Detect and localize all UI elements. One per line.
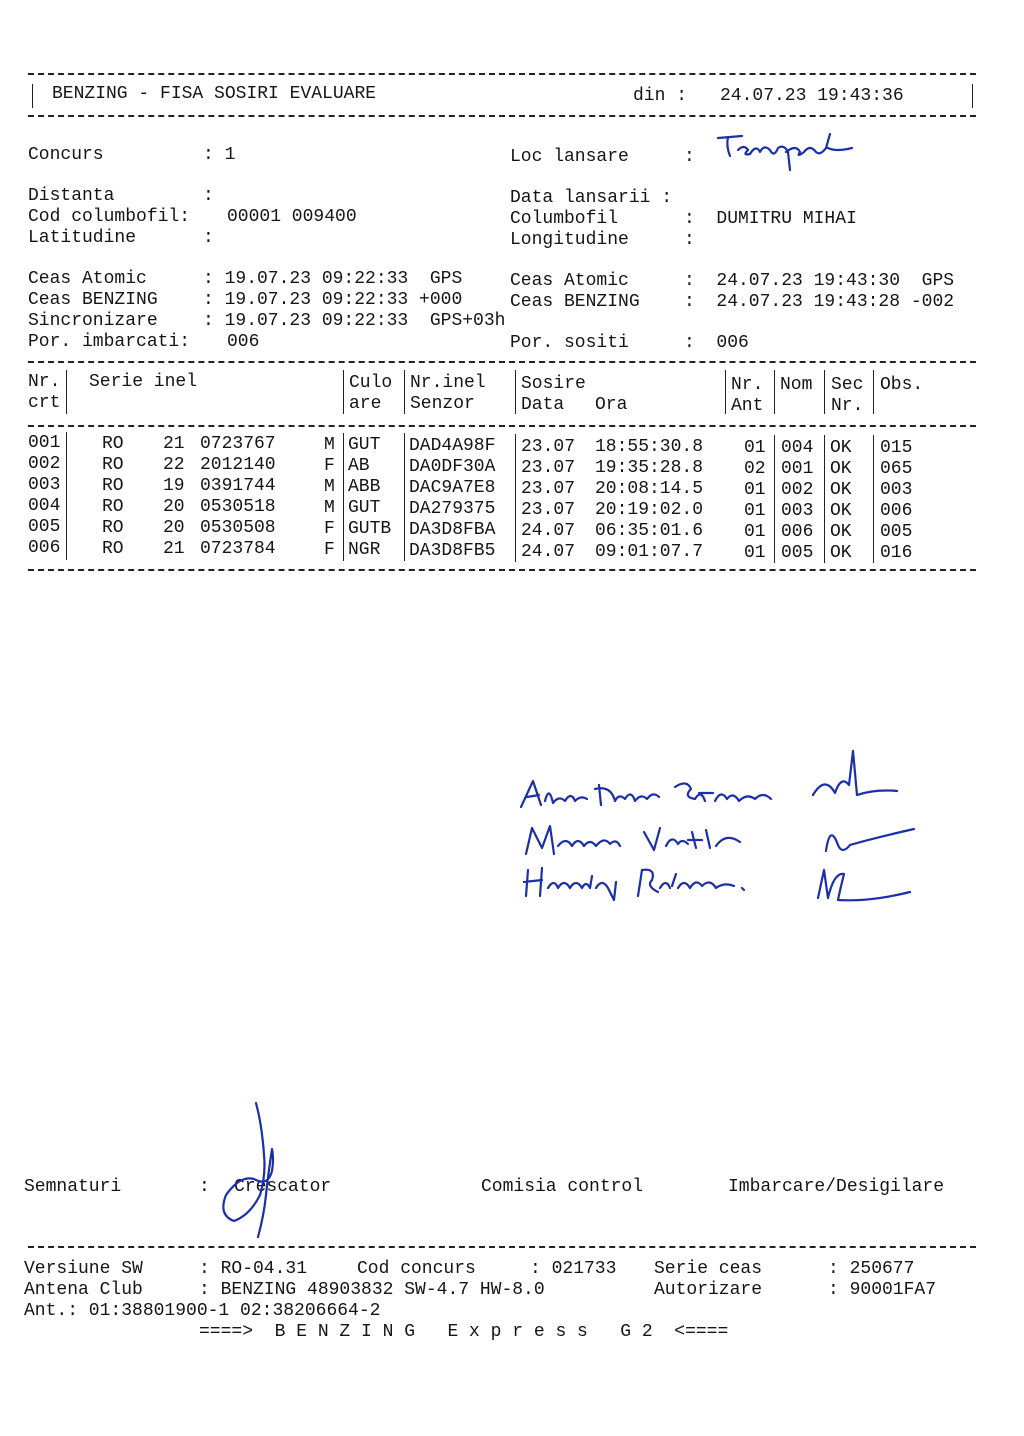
cell-inel: 0723784 [200, 539, 276, 559]
antenna-serials: Ant.: 01:38801900-1 02:38206664-2 [24, 1301, 381, 1321]
serie-ceas-value: : 250677 [828, 1259, 915, 1279]
columbofil-value: : DUMITRU MIHAI [684, 209, 857, 229]
cell-nr: 002 [28, 454, 61, 474]
col-header-sosire-data: Data [521, 395, 565, 415]
cell-sec: OK [830, 480, 852, 500]
cell-ora: 20:08:14.5 [595, 479, 704, 499]
col-header-nr-1: Nr. [28, 372, 61, 392]
cell-data: 23.07 [521, 458, 576, 478]
cell-inel: 0530518 [200, 497, 276, 517]
issue-date-label: din : [633, 86, 688, 106]
versiune-sw-label: Versiune SW [24, 1259, 143, 1279]
cell-ant: 01 [744, 543, 766, 563]
cell-sex: M [324, 477, 335, 497]
col-header-nr-ant-1: Nr. [731, 375, 764, 395]
concurs-label: Concurs [28, 145, 104, 165]
cell-tara: RO [102, 539, 124, 559]
cell-inel: 2012140 [200, 455, 276, 475]
commission-member-1-handwritten [515, 775, 785, 815]
cell-culoare: NGR [348, 540, 381, 560]
cell-data: 23.07 [521, 437, 576, 457]
cell-ora: 18:55:30.8 [595, 437, 704, 457]
col-header-nr-inel-1: Nr.inel [410, 373, 486, 393]
cell-culoare: AB [348, 456, 370, 476]
cell-sex: F [324, 540, 335, 560]
ceas-atomic-end-value: : 24.07.23 19:43:30 GPS [684, 271, 955, 291]
cell-senzor: DAC9A7E8 [409, 478, 496, 498]
col-header-nr-2: crt [28, 393, 61, 413]
cell-sec: OK [830, 438, 852, 458]
commission-member-3-handwritten [520, 860, 760, 904]
col-header-culoare-2: are [349, 394, 382, 414]
comisia-control-label: Comisia control [481, 1177, 644, 1197]
col-header-obs: Obs. [880, 375, 924, 395]
cod-concurs-value: : 021733 [530, 1259, 617, 1279]
header-sep-nr-inel [515, 370, 516, 414]
concurs-value: : 1 [203, 145, 236, 165]
cod-columbofil-value: 00001 009400 [227, 207, 357, 227]
cell-nom: 004 [781, 438, 814, 458]
por-sositi-value: : 006 [684, 333, 749, 353]
data-lansarii-label: Data lansarii : [510, 188, 673, 208]
cell-culoare: GUT [348, 435, 381, 455]
serie-ceas-label: Serie ceas [654, 1259, 763, 1279]
semnaturi-sep: : [199, 1177, 210, 1197]
cell-ant: 01 [744, 522, 766, 542]
cell-an: 20 [163, 518, 185, 538]
cell-an: 20 [163, 497, 185, 517]
body-sep-nr-ant [774, 435, 775, 563]
cell-tara: RO [102, 455, 124, 475]
col-header-sosire-ora: Ora [595, 395, 628, 415]
cell-sec: OK [830, 459, 852, 479]
commission-member-1-signature [805, 745, 905, 805]
cell-inel: 0723767 [200, 434, 276, 454]
ceas-atomic-end-label: Ceas Atomic [510, 271, 629, 291]
cell-an: 22 [163, 455, 185, 475]
cell-nom: 001 [781, 459, 814, 479]
col-header-sec-1: Sec [831, 375, 864, 395]
cell-nr: 001 [28, 433, 61, 453]
sincronizare-value: : 19.07.23 09:22:33 GPS+03h [203, 311, 506, 331]
cell-nom: 003 [781, 501, 814, 521]
header-sep-sosire [725, 370, 726, 414]
table-bottom-rule [28, 569, 976, 571]
por-imbarcati-value: 006 [227, 332, 260, 352]
cod-concurs-label: Cod concurs [357, 1259, 476, 1279]
col-header-sosire: Sosire [521, 374, 586, 394]
header-sep-culoare [404, 370, 405, 414]
body-sep-nom [824, 435, 825, 563]
cell-tara: RO [102, 434, 124, 454]
table-header-rule [28, 425, 976, 427]
col-header-sec-2: Nr. [831, 396, 864, 416]
cell-nom: 005 [781, 543, 814, 563]
header-sep-serie [343, 370, 344, 414]
cell-nr: 006 [28, 538, 61, 558]
cell-sex: F [324, 456, 335, 476]
document-title: BENZING - FISA SOSIRI EVALUARE [52, 84, 377, 104]
cell-nr: 005 [28, 517, 61, 537]
body-sep-culoare [404, 433, 405, 561]
distanta-value: : [203, 186, 214, 206]
cell-ora: 19:35:28.8 [595, 458, 704, 478]
col-header-serie-inel: Serie inel [89, 372, 198, 392]
columbofil-label: Columbofil [510, 209, 619, 229]
longitudine-label: Longitudine [510, 230, 629, 250]
commission-member-2-signature [820, 815, 920, 859]
loc-lansare-handwritten [712, 130, 862, 180]
cell-ora: 06:35:01.6 [595, 521, 704, 541]
versiune-sw-value: : RO-04.31 [199, 1259, 308, 1279]
cell-culoare: GUTB [348, 519, 392, 539]
ceas-atomic-start-label: Ceas Atomic [28, 269, 147, 289]
cell-sec: OK [830, 501, 852, 521]
antena-club-label: Antena Club [24, 1280, 143, 1300]
cell-obs: 016 [880, 543, 913, 563]
cell-an: 21 [163, 539, 185, 559]
semnaturi-label: Semnaturi [24, 1177, 122, 1197]
header-sep-sec [873, 370, 874, 414]
autorizare-label: Autorizare [654, 1280, 763, 1300]
cell-sex: M [324, 435, 335, 455]
por-sositi-label: Por. sositi [510, 333, 629, 353]
cell-culoare: GUT [348, 498, 381, 518]
ceas-atomic-start-value: : 19.07.23 09:22:33 GPS [203, 269, 463, 289]
cell-inel: 0530508 [200, 518, 276, 538]
cell-an: 19 [163, 476, 185, 496]
loc-lansare-sep: : [684, 147, 695, 167]
body-sep-nr-inel [515, 434, 516, 562]
cell-an: 21 [163, 434, 185, 454]
cell-ant: 01 [744, 480, 766, 500]
cell-ora: 09:01:07.7 [595, 542, 704, 562]
cell-tara: RO [102, 476, 124, 496]
cell-obs: 065 [880, 459, 913, 479]
table-top-rule [28, 361, 976, 363]
cell-nom: 006 [781, 522, 814, 542]
sincronizare-label: Sincronizare [28, 311, 158, 331]
cell-data: 24.07 [521, 542, 576, 562]
col-header-nr-inel-2: Senzor [410, 394, 475, 414]
ceas-benzing-start-label: Ceas BENZING [28, 290, 158, 310]
ceas-benzing-end-label: Ceas BENZING [510, 292, 640, 312]
ceas-benzing-start-value: : 19.07.23 09:22:33 +000 [203, 290, 463, 310]
cell-data: 23.07 [521, 500, 576, 520]
cell-nom: 002 [781, 480, 814, 500]
header-sep-nr-ant [774, 370, 775, 414]
ceas-benzing-end-value: : 24.07.23 19:43:28 -002 [684, 292, 955, 312]
latitudine-label: Latitudine [28, 228, 137, 248]
cell-senzor: DAD4A98F [409, 436, 496, 456]
cell-obs: 006 [880, 501, 913, 521]
cell-obs: 005 [880, 522, 913, 542]
por-imbarcati-label: Por. imbarcati: [28, 332, 191, 352]
longitudine-value: : [684, 230, 695, 250]
cell-tara: RO [102, 518, 124, 538]
cell-sex: F [324, 519, 335, 539]
imbarcare-desigilare-label: Imbarcare/Desigilare [728, 1177, 945, 1197]
cell-tara: RO [102, 497, 124, 517]
cell-senzor: DA3D8FBA [409, 520, 496, 540]
cell-obs: 003 [880, 480, 913, 500]
cell-nr: 004 [28, 496, 61, 516]
col-header-nr-ant-2: Ant [731, 396, 764, 416]
cell-sec: OK [830, 522, 852, 542]
distanta-label: Distanta [28, 186, 115, 206]
col-header-culoare-1: Culo [349, 373, 393, 393]
body-sep-sec [873, 435, 874, 563]
antena-club-value: : BENZING 48903832 SW-4.7 HW-8.0 [199, 1280, 545, 1300]
cell-data: 23.07 [521, 479, 576, 499]
cell-data: 24.07 [521, 521, 576, 541]
cell-senzor: DA279375 [409, 499, 496, 519]
header-sep-nr [66, 370, 67, 414]
latitudine-value: : [203, 228, 214, 248]
crescator-label: Crescator [234, 1177, 332, 1197]
cod-columbofil-label: Cod columbofil: [28, 207, 191, 227]
crescator-signature [210, 1095, 300, 1245]
benzing-express-banner: ====> B E N Z I N G E x p r e s s G 2 <==== [199, 1322, 729, 1342]
header-bottom-rule [28, 115, 976, 117]
cell-ant: 02 [744, 459, 766, 479]
header-sep-nom [824, 370, 825, 414]
cell-inel: 0391744 [200, 476, 276, 496]
cell-ant: 01 [744, 501, 766, 521]
header-right-bar [972, 84, 973, 108]
commission-member-2-handwritten [520, 818, 760, 862]
loc-lansare-label: Loc lansare [510, 147, 629, 167]
issue-date-value: 24.07.23 19:43:36 [720, 86, 904, 106]
body-sep-nr [66, 432, 67, 560]
header-top-rule [28, 73, 976, 75]
cell-nr: 003 [28, 475, 61, 495]
header-left-bar [32, 84, 33, 108]
cell-ant: 01 [744, 438, 766, 458]
body-sep-serie [343, 433, 344, 561]
commission-member-3-signature [810, 862, 920, 906]
cell-senzor: DA0DF30A [409, 457, 496, 477]
footer-top-rule [28, 1246, 976, 1248]
cell-sex: M [324, 498, 335, 518]
cell-sec: OK [830, 543, 852, 563]
cell-obs: 015 [880, 438, 913, 458]
autorizare-value: : 90001FA7 [828, 1280, 937, 1300]
cell-culoare: ABB [348, 477, 381, 497]
cell-ora: 20:19:02.0 [595, 500, 704, 520]
col-header-nom: Nom [780, 375, 813, 395]
cell-senzor: DA3D8FB5 [409, 541, 496, 561]
